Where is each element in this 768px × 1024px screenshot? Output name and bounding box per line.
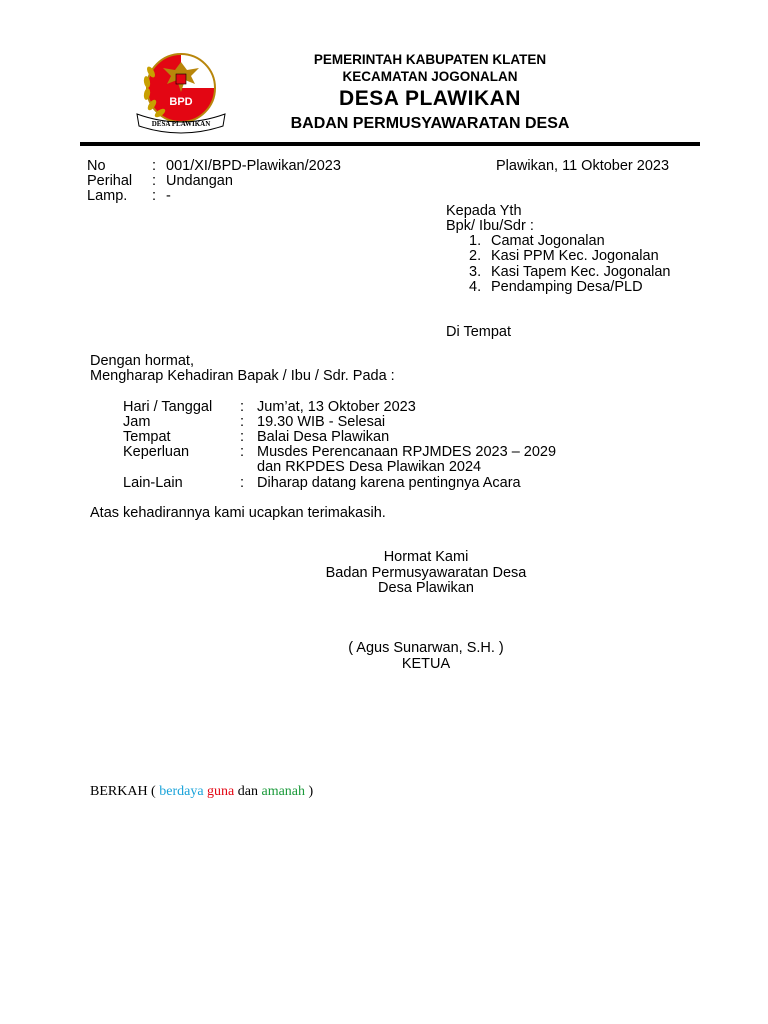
- hari-label: Hari / Tanggal: [123, 399, 213, 415]
- signer-name: ( Agus Sunarwan, S.H. ): [348, 640, 504, 656]
- recipient-num: 2.: [469, 248, 482, 264]
- recipient-name: Kasi PPM Kec. Jogonalan: [491, 248, 659, 264]
- recipient-to: Kepada Yth: [446, 203, 522, 219]
- lamp-label: Lamp.: [87, 188, 128, 204]
- signer-position: KETUA: [401, 656, 451, 672]
- bpd-logo: [133, 50, 229, 134]
- tempat-value: Balai Desa Plawikan: [257, 429, 390, 445]
- motto-dan: dan: [234, 784, 262, 799]
- logo-bpd-text: BPD: [169, 96, 193, 108]
- perihal-value: Undangan: [166, 173, 233, 189]
- letterhead-institution: BADAN PERMUSYAWARATAN DESA: [290, 115, 570, 132]
- tempat-sep: :: [240, 429, 245, 445]
- recipient-name: Camat Jogonalan: [491, 233, 605, 249]
- closing-village: Desa Plawikan: [378, 580, 474, 596]
- tempat-label: Tempat: [123, 429, 171, 445]
- recipient-num: 4.: [469, 279, 482, 295]
- intro: Mengharap Kehadiran Bapak / Ibu / Sdr. Pada :: [90, 368, 395, 384]
- jam-value: 19.30 WIB - Selesai: [257, 414, 386, 430]
- thanks: Atas kehadirannya kami ucapkan terimakasih.: [90, 505, 386, 521]
- letterhead-regency: PEMERINTAH KABUPATEN KLATEN: [313, 52, 547, 67]
- recipient-name: Pendamping Desa/PLD: [491, 279, 643, 295]
- motto-berdaya: berdaya: [159, 784, 204, 799]
- keperluan-sep: :: [240, 444, 245, 460]
- recipient-num: 1.: [469, 233, 482, 249]
- lain-sep: :: [240, 475, 245, 491]
- jam-sep: :: [240, 414, 245, 430]
- no-value: 001/XI/BPD-Plawikan/2023: [166, 158, 341, 174]
- keperluan-value-line1: Musdes Perencanaan RPJMDES 2023 – 2029: [257, 444, 557, 460]
- letterhead-village: DESA PLAWIKAN: [339, 87, 521, 110]
- motto-amanah: amanah: [261, 784, 306, 799]
- letterhead-rule: [80, 142, 700, 146]
- greeting: Dengan hormat,: [90, 353, 194, 369]
- closing-institution: Badan Permusyawaratan Desa: [325, 565, 527, 581]
- recipient-name: Kasi Tapem Kec. Jogonalan: [491, 264, 671, 280]
- no-label: No: [87, 158, 106, 174]
- motto-close: ): [305, 784, 314, 799]
- lamp-value: -: [166, 188, 171, 204]
- keperluan-label: Keperluan: [123, 444, 190, 460]
- motto-berkah: BERKAH (: [90, 784, 160, 799]
- letterhead-district: KECAMATAN JOGONALAN: [342, 69, 518, 84]
- perihal-label: Perihal: [87, 173, 133, 189]
- motto-guna: guna: [203, 784, 235, 799]
- motto: [90, 784, 313, 800]
- logo-ribbon-text: DESA PLAWIKAN: [151, 120, 211, 128]
- closing-regards: Hormat Kami: [383, 549, 469, 565]
- recipient-salutation: Bpk/ Ibu/Sdr :: [446, 218, 534, 234]
- hari-value: Jum’at, 13 Oktober 2023: [257, 399, 416, 415]
- jam-label: Jam: [123, 414, 151, 430]
- no-sep: :: [152, 158, 157, 174]
- recipient-num: 3.: [469, 264, 482, 280]
- perihal-sep: :: [152, 173, 157, 189]
- lamp-sep: :: [152, 188, 157, 204]
- place-date: Plawikan, 11 Oktober 2023: [496, 158, 670, 174]
- lain-label: Lain-Lain: [123, 475, 183, 491]
- keperluan-value-line2: dan RKPDES Desa Plawikan 2024: [257, 459, 482, 475]
- recipient-place: Di Tempat: [446, 324, 512, 340]
- hari-sep: :: [240, 399, 245, 415]
- lain-value: Diharap datang karena pentingnya Acara: [257, 475, 521, 491]
